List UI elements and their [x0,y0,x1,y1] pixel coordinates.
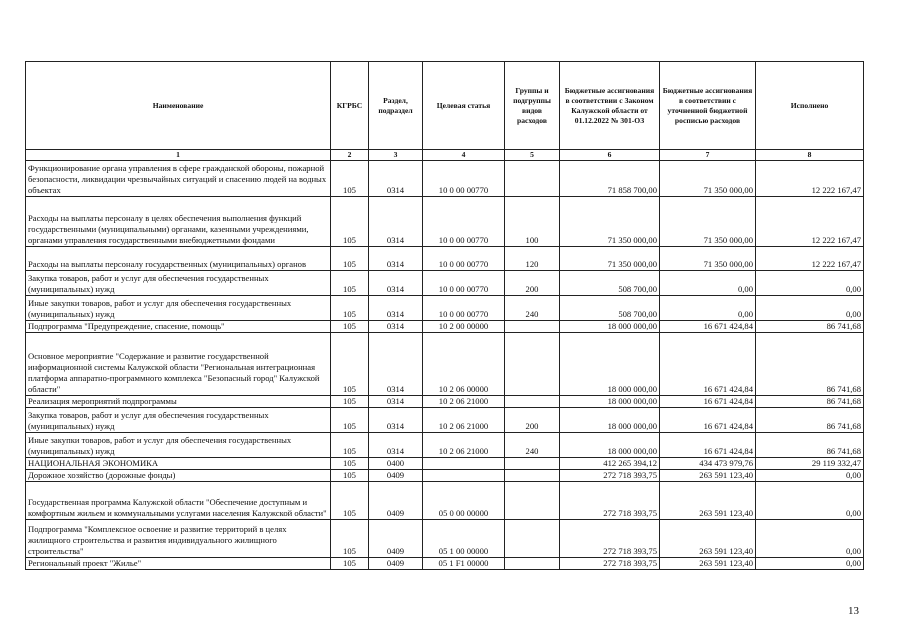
cell-kgrbs: 105 [331,433,369,458]
cell-executed-amount: 86 741,68 [756,333,864,396]
cell-section: 0314 [369,333,423,396]
cell-refined-amount: 0,00 [660,296,756,321]
cell-target-article: 05 0 00 00000 [423,482,505,520]
cell-executed-amount: 0,00 [756,520,864,558]
header-name: Наименование [26,62,331,150]
cell-name: Подпрограмма "Комплексное освоение и развитие территорий в целях жилищного строительства и развития индивидуального жилищного строительства" [26,520,331,558]
cell-law-amount: 18 000 000,00 [560,433,660,458]
header-expense-groups: Группы и подгруппы видов расходов [505,62,560,150]
cell-name: Основное мероприятие "Содержание и развитие государственной информационной системы Калужской области "Региональная интеграционная платформа аппаратно-программного комплекса "Безопасный город" Калужской области" [26,333,331,396]
table-row [26,296,864,321]
table-row [26,408,864,433]
cell-name: Иные закупки товаров, работ и услуг для обеспечения государственных (муниципальных) нужд [26,433,331,458]
cell-target-article: 10 0 00 00770 [423,197,505,247]
cell-section: 0409 [369,470,423,482]
cell-target-article: 10 2 06 21000 [423,433,505,458]
table-row [26,458,864,470]
cell-executed-amount: 86 741,68 [756,321,864,333]
cell-executed-amount: 12 222 167,47 [756,161,864,197]
page-number: 13 [848,605,859,617]
cell-law-amount: 18 000 000,00 [560,321,660,333]
cell-expense-group: 200 [505,408,560,433]
cell-section: 0314 [369,271,423,296]
cell-law-amount: 508 700,00 [560,296,660,321]
cell-executed-amount: 0,00 [756,470,864,482]
cell-kgrbs: 105 [331,408,369,433]
cell-target-article [423,458,505,470]
cell-section: 0409 [369,558,423,570]
column-number: 8 [756,150,864,161]
header-section: Раздел, подраздел [369,62,423,150]
cell-kgrbs: 105 [331,396,369,408]
cell-target-article: 10 2 00 00000 [423,321,505,333]
cell-section: 0314 [369,161,423,197]
cell-target-article: 05 1 00 00000 [423,520,505,558]
cell-executed-amount: 0,00 [756,558,864,570]
cell-target-article: 10 2 06 21000 [423,396,505,408]
cell-refined-amount: 16 671 424,84 [660,396,756,408]
cell-target-article [423,470,505,482]
table-row [26,271,864,296]
table-row [26,520,864,558]
cell-target-article: 10 2 06 00000 [423,333,505,396]
cell-refined-amount: 263 591 123,40 [660,558,756,570]
table-row [26,396,864,408]
cell-law-amount: 71 350 000,00 [560,247,660,271]
table-row [26,333,864,396]
cell-refined-amount: 16 671 424,84 [660,333,756,396]
budget-execution-table [25,61,864,570]
cell-target-article: 10 0 00 00770 [423,271,505,296]
header-executed: Исполнено [756,62,864,150]
cell-section: 0314 [369,408,423,433]
cell-target-article: 05 1 F1 00000 [423,558,505,570]
header-target-article: Целевая статья [423,62,505,150]
column-number: 2 [331,150,369,161]
cell-section: 0314 [369,433,423,458]
cell-target-article: 10 0 00 00770 [423,247,505,271]
cell-name: Иные закупки товаров, работ и услуг для обеспечения государственных (муниципальных) нужд [26,296,331,321]
cell-expense-group [505,161,560,197]
cell-kgrbs: 105 [331,296,369,321]
table-row [26,197,864,247]
cell-executed-amount: 12 222 167,47 [756,247,864,271]
cell-kgrbs: 105 [331,520,369,558]
column-number: 6 [560,150,660,161]
cell-section: 0409 [369,520,423,558]
column-number: 7 [660,150,756,161]
cell-refined-amount: 0,00 [660,271,756,296]
cell-kgrbs: 105 [331,458,369,470]
column-number: 4 [423,150,505,161]
cell-name: Закупка товаров, работ и услуг для обеспечения государственных (муниципальных) нужд [26,408,331,433]
table-row [26,482,864,520]
cell-kgrbs: 105 [331,161,369,197]
column-number-row [26,150,864,161]
column-number: 5 [505,150,560,161]
cell-expense-group: 240 [505,433,560,458]
cell-law-amount: 272 718 393,75 [560,482,660,520]
cell-law-amount: 272 718 393,75 [560,520,660,558]
header-refined-allocations: Бюджетные ассигнования в соответствии с уточненной бюджетной росписью расходов [660,62,756,150]
cell-law-amount: 18 000 000,00 [560,396,660,408]
cell-expense-group: 200 [505,271,560,296]
cell-executed-amount: 0,00 [756,271,864,296]
cell-refined-amount: 263 591 123,40 [660,482,756,520]
cell-expense-group [505,333,560,396]
cell-kgrbs: 105 [331,271,369,296]
cell-law-amount: 18 000 000,00 [560,333,660,396]
cell-name: Реализация мероприятий подпрограммы [26,396,331,408]
table-row [26,321,864,333]
table-row [26,558,864,570]
cell-expense-group [505,458,560,470]
cell-section: 0314 [369,321,423,333]
cell-name: Подпрограмма "Предупреждение, спасение, помощь" [26,321,331,333]
cell-name: Расходы на выплаты персоналу государственных (муниципальных) органов [26,247,331,271]
cell-target-article: 10 0 00 00770 [423,161,505,197]
header-kgrbs: КГРБС [331,62,369,150]
cell-expense-group: 120 [505,247,560,271]
cell-name: Региональный проект "Жилье" [26,558,331,570]
cell-law-amount: 412 265 394,12 [560,458,660,470]
cell-refined-amount: 71 350 000,00 [660,247,756,271]
cell-expense-group: 240 [505,296,560,321]
cell-name: Расходы на выплаты персоналу в целях обеспечения выполнения функций государственными (муниципальными) органами, казенными учреждениями, органами управления государственными внебюджетными фондами [26,197,331,247]
table-row [26,433,864,458]
cell-expense-group [505,396,560,408]
cell-refined-amount: 71 350 000,00 [660,161,756,197]
cell-name: Функционирование органа управления в сфере гражданской обороны, пожарной безопасности, ликвидации чрезвычайных ситуаций и спасению людей на водных объектах [26,161,331,197]
cell-law-amount: 508 700,00 [560,271,660,296]
cell-law-amount: 71 350 000,00 [560,197,660,247]
cell-refined-amount: 71 350 000,00 [660,197,756,247]
cell-refined-amount: 263 591 123,40 [660,520,756,558]
cell-section: 0314 [369,296,423,321]
table-row [26,470,864,482]
cell-executed-amount: 86 741,68 [756,408,864,433]
cell-expense-group: 100 [505,197,560,247]
cell-executed-amount: 29 119 332,47 [756,458,864,470]
cell-kgrbs: 105 [331,321,369,333]
cell-law-amount: 71 858 700,00 [560,161,660,197]
cell-law-amount: 272 718 393,75 [560,558,660,570]
cell-kgrbs: 105 [331,197,369,247]
column-number: 3 [369,150,423,161]
cell-name: Закупка товаров, работ и услуг для обеспечения государственных (муниципальных) нужд [26,271,331,296]
cell-expense-group [505,321,560,333]
cell-section: 0314 [369,247,423,271]
column-number: 1 [26,150,331,161]
cell-section: 0314 [369,396,423,408]
cell-executed-amount: 0,00 [756,296,864,321]
cell-refined-amount: 16 671 424,84 [660,408,756,433]
cell-expense-group [505,558,560,570]
cell-expense-group [505,470,560,482]
cell-kgrbs: 105 [331,482,369,520]
cell-section: 0409 [369,482,423,520]
cell-law-amount: 18 000 000,00 [560,408,660,433]
cell-expense-group [505,482,560,520]
cell-name: НАЦИОНАЛЬНАЯ ЭКОНОМИКА [26,458,331,470]
table-row [26,161,864,197]
cell-expense-group [505,520,560,558]
cell-kgrbs: 105 [331,558,369,570]
cell-refined-amount: 16 671 424,84 [660,433,756,458]
cell-refined-amount: 434 473 979,76 [660,458,756,470]
cell-executed-amount: 0,00 [756,482,864,520]
cell-executed-amount: 86 741,68 [756,396,864,408]
cell-name: Государственная программа Калужской области "Обеспечение доступным и комфортным жильем и коммунальными услугами населения Калужской области" [26,482,331,520]
cell-kgrbs: 105 [331,247,369,271]
header-law-allocations: Бюджетные ассигнования в соответствии с Законом Калужской области от 01.12.2022 № 301-ОЗ [560,62,660,150]
cell-name: Дорожное хозяйство (дорожные фонды) [26,470,331,482]
cell-refined-amount: 16 671 424,84 [660,321,756,333]
cell-section: 0314 [369,197,423,247]
cell-refined-amount: 263 591 123,40 [660,470,756,482]
cell-section: 0400 [369,458,423,470]
cell-target-article: 10 0 00 00770 [423,296,505,321]
cell-executed-amount: 86 741,68 [756,433,864,458]
cell-law-amount: 272 718 393,75 [560,470,660,482]
cell-kgrbs: 105 [331,470,369,482]
cell-target-article: 10 2 06 21000 [423,408,505,433]
table-row [26,247,864,271]
cell-kgrbs: 105 [331,333,369,396]
table-header-row [26,62,864,150]
cell-executed-amount: 12 222 167,47 [756,197,864,247]
